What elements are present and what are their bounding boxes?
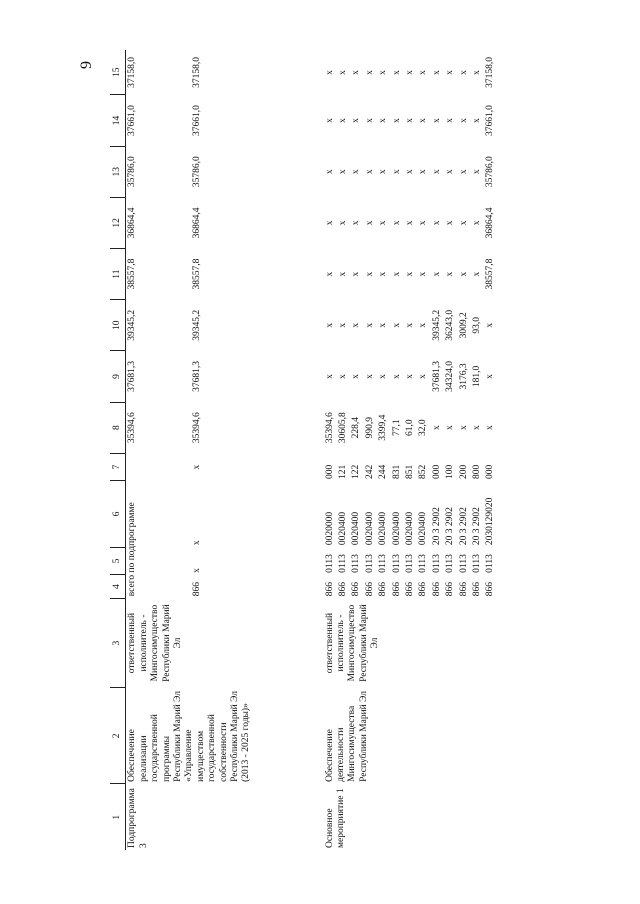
subprogram-executor-cell: х [191, 540, 202, 546]
subprogram-executor-cell: 37661,0 [191, 105, 202, 136]
measure-cell: х [364, 271, 375, 277]
measure-cell: х [431, 220, 442, 226]
measure-cell: х [391, 118, 402, 123]
total-cell: 35786,0 [127, 156, 138, 188]
measure-cell: 122 [351, 464, 362, 479]
measure-cell: х [458, 118, 469, 123]
measure-cell: х [405, 220, 416, 226]
measure-cell: 0020400 [405, 511, 416, 546]
measure-executor: ответственный исполнитель - Мингосимущество Республики Марий Эл [324, 604, 381, 682]
measure-cell: х [364, 118, 375, 123]
measure-cell: 35786,0 [485, 156, 496, 188]
measure-cell: х [471, 118, 482, 123]
col-header: 1 [110, 784, 126, 850]
measure-cell: х [351, 220, 362, 226]
measure-cell: 20 3 2902 [431, 507, 442, 546]
col-header: 8 [110, 402, 126, 453]
measure-cell: 32,0 [418, 419, 429, 436]
total-cell: 38557,8 [127, 258, 138, 290]
measure-cell: 37681,3 [431, 361, 442, 392]
measure-cell: 831 [391, 464, 402, 479]
measure-cell: 181,0 [471, 365, 482, 388]
measure-cell: 0020000 [324, 511, 335, 546]
measure-cell: 0113 [338, 554, 349, 573]
measure-cell: х [391, 220, 402, 226]
measure-cell: х [378, 169, 389, 175]
measure-cell: 3176,3 [458, 363, 469, 390]
measure-cell: х [391, 374, 402, 379]
measure-cell: х [351, 169, 362, 175]
measure-cell: 0020400 [364, 511, 375, 546]
measure-cell: х [378, 271, 389, 277]
col-header: 6 [110, 481, 126, 547]
measure-cell: х [458, 425, 469, 431]
measure-cell: 37158,0 [485, 57, 496, 88]
measure-cell: х [378, 220, 389, 226]
measure-cell: 000 [485, 464, 496, 479]
measure-cell: 990,9 [364, 416, 375, 439]
measure-cell: х [485, 374, 496, 379]
subprogram-executor-cell: 35786,0 [191, 156, 202, 188]
measure-cell: 61,0 [405, 419, 416, 436]
measure-cell: 866 [471, 582, 482, 597]
measure-cell: х [485, 322, 496, 328]
measure-cell: х [324, 220, 335, 226]
measure-cell: 866 [405, 582, 416, 597]
measure-cell: х [445, 169, 456, 175]
measure-cell: 866 [338, 582, 349, 597]
measure-cell: х [418, 271, 429, 277]
total-cell: 39345,2 [127, 309, 138, 341]
measure-cell: 866 [351, 582, 362, 597]
measure-cell: х [418, 374, 429, 379]
measure-cell: х [338, 70, 349, 75]
measure-cell: х [364, 322, 375, 328]
measure-cell: 20 3 2902 [458, 507, 469, 546]
measure-cell: х [364, 169, 375, 175]
measure-cell: х [471, 70, 482, 75]
measure-cell: 0113 [351, 554, 362, 573]
measure-cell: х [445, 220, 456, 226]
measure-cell: 2030129020 [485, 497, 496, 546]
measure-cell: х [405, 322, 416, 328]
subprogram-executor-cell: х [191, 568, 202, 573]
col-header: 10 [110, 300, 126, 351]
measure-cell: х [418, 118, 429, 123]
measure-cell: 866 [445, 582, 456, 597]
measure-cell: х [405, 374, 416, 379]
col-header: 2 [110, 688, 126, 784]
rotated-document [110, 50, 640, 850]
subprogram-label: Подпрограмма 3 [127, 788, 149, 848]
subprogram-executor-cell: 37681,3 [191, 361, 202, 392]
total-cell: 36864,4 [127, 207, 138, 239]
measure-cell: 35394,6 [324, 412, 335, 444]
subprogram-executor: ответственный исполнитель - Мингосимущество Республики Марий Эл [127, 604, 183, 682]
measure-cell: х [445, 70, 456, 75]
measure-cell: х [391, 271, 402, 277]
measure-cell: х [458, 271, 469, 277]
measure-cell: 0113 [378, 554, 389, 573]
measure-cell: 39345,2 [431, 309, 442, 341]
measure-cell: 000 [324, 464, 335, 479]
measure-cell: 866 [378, 582, 389, 597]
measure-cell: х [364, 220, 375, 226]
measure-cell: х [351, 374, 362, 379]
measure-cell: 851 [405, 464, 416, 479]
subprogram-title: Обеспечение реализации государственной программы Республики Марий Эл «Управление имуществом государственной собственности Республики Марий Эл (2013 - 2025 годы)» [127, 690, 252, 782]
measure-cell: х [378, 118, 389, 123]
measure-cell: 200 [458, 464, 469, 479]
measure-cell: 37661,0 [485, 105, 496, 136]
measure-cell: х [471, 169, 482, 175]
measure-cell: х [471, 220, 482, 226]
col-header: 12 [110, 197, 126, 248]
measure-cell: х [405, 118, 416, 123]
measure-cell: 0020400 [418, 511, 429, 546]
measure-cell: 0113 [431, 554, 442, 573]
measure-row [324, 50, 337, 850]
measure-cell: 228,4 [351, 416, 362, 439]
measure-cell: 866 [431, 582, 442, 597]
measure-cell: 34324,0 [445, 361, 456, 392]
measure-cell: х [338, 374, 349, 379]
col-header: 4 [110, 575, 126, 598]
measure-cell: 0113 [471, 554, 482, 573]
measure-cell: 0113 [405, 554, 416, 573]
col-header: 15 [110, 50, 126, 95]
measure-cell: 0113 [418, 554, 429, 573]
subprogram-executor-cell: х [191, 464, 202, 470]
measure-cell: х [431, 118, 442, 123]
col-header: 14 [110, 95, 126, 146]
measure-cell: х [445, 425, 456, 431]
measure-cell: х [391, 169, 402, 175]
measure-cell: х [338, 271, 349, 277]
measure-cell: 866 [485, 582, 496, 597]
measure-cell: 3399,4 [378, 414, 389, 441]
measure-cell: х [471, 271, 482, 277]
measure-cell: 0020400 [351, 511, 362, 546]
measure-cell: 0113 [364, 554, 375, 573]
measure-cell: 0020400 [391, 511, 402, 546]
measure-cell: 0113 [391, 554, 402, 573]
spacer-row [254, 50, 324, 850]
measure-cell: х [324, 374, 335, 379]
measure-cell: х [351, 70, 362, 75]
subprogram-executor-cell: 36864,4 [191, 207, 202, 239]
subprogram-executor-cell: 35394,6 [191, 412, 202, 444]
measure-cell: х [445, 271, 456, 277]
measure-cell: 242 [364, 464, 375, 479]
measure-label: Основное мероприятие 1 [324, 788, 347, 848]
measure-cell: х [431, 271, 442, 277]
measure-cell: х [324, 271, 335, 277]
measure-cell: х [364, 374, 375, 379]
total-cell: 37158,0 [127, 57, 138, 88]
subprogram-executor-cell: 39345,2 [191, 309, 202, 341]
measure-cell: 121 [338, 464, 349, 479]
measure-cell: 0020400 [378, 511, 389, 546]
total-cell: 35394,6 [127, 412, 138, 444]
measure-cell: 0113 [445, 554, 456, 573]
measure-cell: х [378, 374, 389, 379]
measure-cell: 20 3 2902 [445, 507, 456, 546]
measure-cell: х [405, 271, 416, 277]
measure-cell: х [351, 118, 362, 123]
measure-cell: 866 [458, 582, 469, 597]
column-number-header [110, 50, 126, 850]
measure-cell: 36864,4 [485, 207, 496, 239]
measure-cell: х [405, 70, 416, 75]
measure-cell: х [391, 70, 402, 75]
measure-cell: 36243,0 [445, 309, 456, 341]
measure-cell: 244 [378, 464, 389, 479]
measure-cell: 800 [471, 464, 482, 479]
measure-cell: 866 [418, 582, 429, 597]
measure-cell: х [418, 322, 429, 328]
measure-cell: х [338, 169, 349, 175]
measure-cell: х [445, 118, 456, 123]
measure-cell: х [485, 425, 496, 431]
subprogram-executor-cell: 38557,8 [191, 258, 202, 290]
measure-cell: х [405, 169, 416, 175]
measure-cell: х [324, 169, 335, 175]
measure-cell: 38557,8 [485, 258, 496, 290]
measure-cell: х [418, 169, 429, 175]
measure-cell: 20 3 2902 [471, 507, 482, 546]
measure-cell: х [351, 322, 362, 328]
subprogram-executor-cell: 37158,0 [191, 57, 202, 88]
subprogram-executor-cell: 866 [191, 582, 202, 597]
subprogram-total-row [126, 50, 191, 850]
total-cell: 37681,3 [127, 361, 138, 392]
measure-cell: 30605,8 [338, 412, 349, 444]
measure-cell: х [351, 271, 362, 277]
measure-cell: х [338, 118, 349, 123]
measure-cell: х [391, 322, 402, 328]
measure-cell: 93,0 [471, 316, 482, 334]
measure-cell: х [418, 70, 429, 75]
measure-cell: х [418, 220, 429, 226]
measure-cell: х [458, 70, 469, 75]
col-header: 5 [110, 547, 126, 575]
measure-cell: 866 [364, 582, 375, 597]
measure-title: Обеспечение деятельности Мингосимущества Республики Марий Эл [324, 690, 369, 782]
measure-cell: х [338, 220, 349, 226]
col-header: 7 [110, 453, 126, 481]
col-header: 3 [110, 598, 126, 688]
measure-cell: х [471, 425, 482, 431]
measure-cell: х [458, 220, 469, 226]
measure-cell: х [338, 322, 349, 328]
subprogram-total-label: всего по подпрограмме [127, 502, 138, 597]
measure-cell: 0020400 [338, 511, 349, 546]
measure-cell: х [364, 70, 375, 75]
measure-cell: 866 [391, 582, 402, 597]
col-header: 13 [110, 146, 126, 197]
total-cell: 37661,0 [127, 105, 138, 136]
measure-cell: 3009,2 [458, 312, 469, 339]
measure-cell: х [431, 70, 442, 75]
col-header: 9 [110, 351, 126, 402]
measure-cell: х [378, 70, 389, 75]
measure-cell: х [378, 322, 389, 328]
measure-cell: 000 [431, 464, 442, 479]
page-number: 9 [78, 61, 95, 69]
measure-cell: 100 [445, 464, 456, 479]
measure-cell: х [431, 425, 442, 431]
budget-table [110, 50, 498, 850]
measure-cell: х [458, 169, 469, 175]
measure-cell: х [324, 70, 335, 75]
measure-cell: х [431, 169, 442, 175]
measure-cell: 0113 [485, 554, 496, 573]
measure-cell: х [324, 118, 335, 123]
measure-cell: 0113 [324, 554, 335, 573]
measure-cell: 852 [418, 464, 429, 479]
col-header: 11 [110, 249, 126, 300]
measure-cell: 0113 [458, 554, 469, 573]
measure-cell: х [324, 322, 335, 328]
measure-cell: 77,1 [391, 419, 402, 436]
measure-cell: 866 [324, 582, 335, 597]
